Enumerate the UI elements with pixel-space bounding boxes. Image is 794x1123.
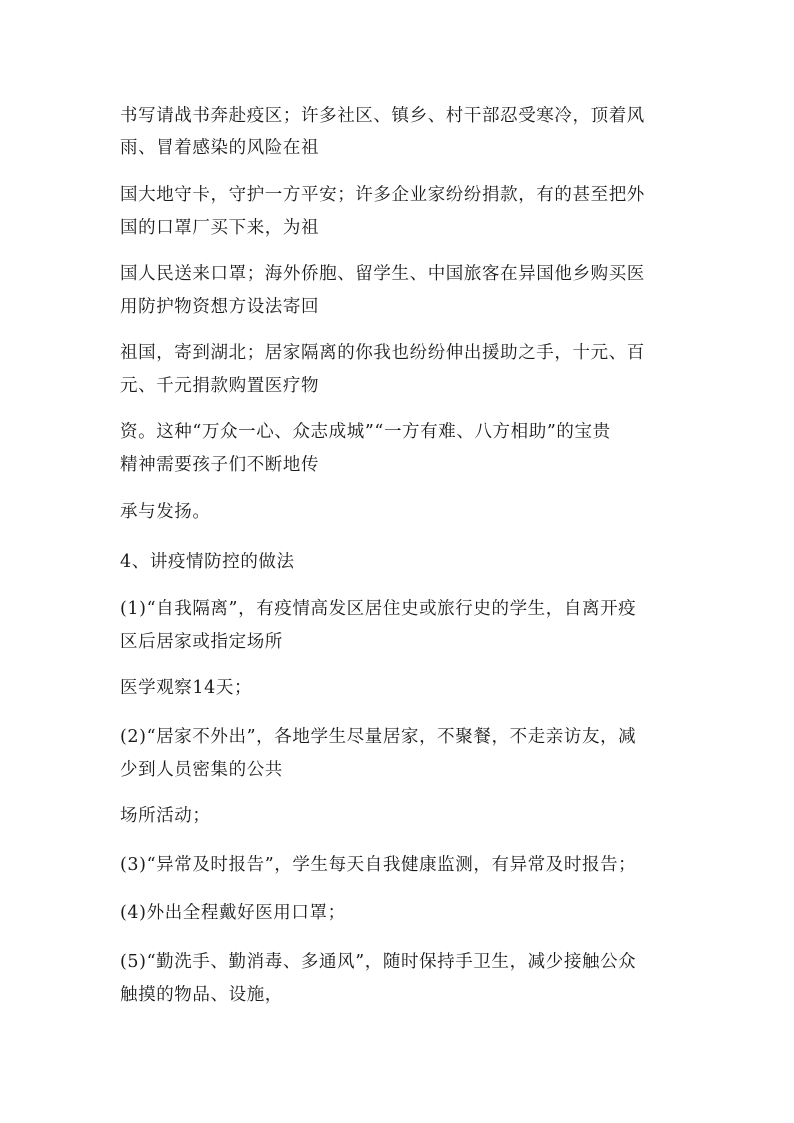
text-line: 少到人员密集的公共 <box>120 760 283 780</box>
text-line: (1)“自我隔离”，有疫情高发区居住史或旅行史的学生，自离开疫 <box>120 599 637 619</box>
text-line: (5)“勤洗手、勤消毒、多通风”，随时保持手卫生，减少接触公众 <box>120 952 637 972</box>
text-line: 国人民送来口罩；海外侨胞、留学生、中国旅客在异国他乡购买医 <box>120 264 645 284</box>
text-line: 雨、冒着感染的风险在祖 <box>120 138 320 158</box>
text-line: 区后居家或指定场所 <box>120 632 283 652</box>
text-line: (2)“居家不外出”，各地学生尽量居家，不聚餐，不走亲访友，减 <box>120 727 637 747</box>
text-line: 医学观察14天； <box>120 678 253 698</box>
text-line: 精神需要孩子们不断地传 <box>120 455 320 475</box>
text-line: 用防护物资想方设法寄回 <box>120 297 320 317</box>
text-line: 祖国，寄到湖北；居家隔离的你我也纷纷伸出援助之手，十元、百 <box>120 343 645 363</box>
text-line: 场所活动； <box>120 806 211 826</box>
text-line: (4)外出全程戴好医用口罩； <box>120 903 346 923</box>
text-line: 元、千元捐款购置医疗物 <box>120 376 320 396</box>
text-line: 承与发扬。 <box>120 502 211 522</box>
text-line: 触摸的物品、设施， <box>120 985 283 1005</box>
text-line: 书写请战书奔赴疫区；许多社区、镇乡、村干部忍受寒冷，顶着风 <box>120 106 645 126</box>
text-line: 国大地守卡，守护一方平安；许多企业家纷纷捐款，有的甚至把外 <box>120 185 645 205</box>
text-line: 国的口罩厂买下来，为祖 <box>120 218 320 238</box>
section-heading: 4、讲疫情防控的做法 <box>120 552 295 572</box>
text-line: (3)“异常及时报告”，学生每天自我健康监测，有异常及时报告； <box>120 855 637 875</box>
text-line: 资。这种“万众一心、众志成城”“一方有难、八方相助”的宝贵 <box>120 422 611 442</box>
